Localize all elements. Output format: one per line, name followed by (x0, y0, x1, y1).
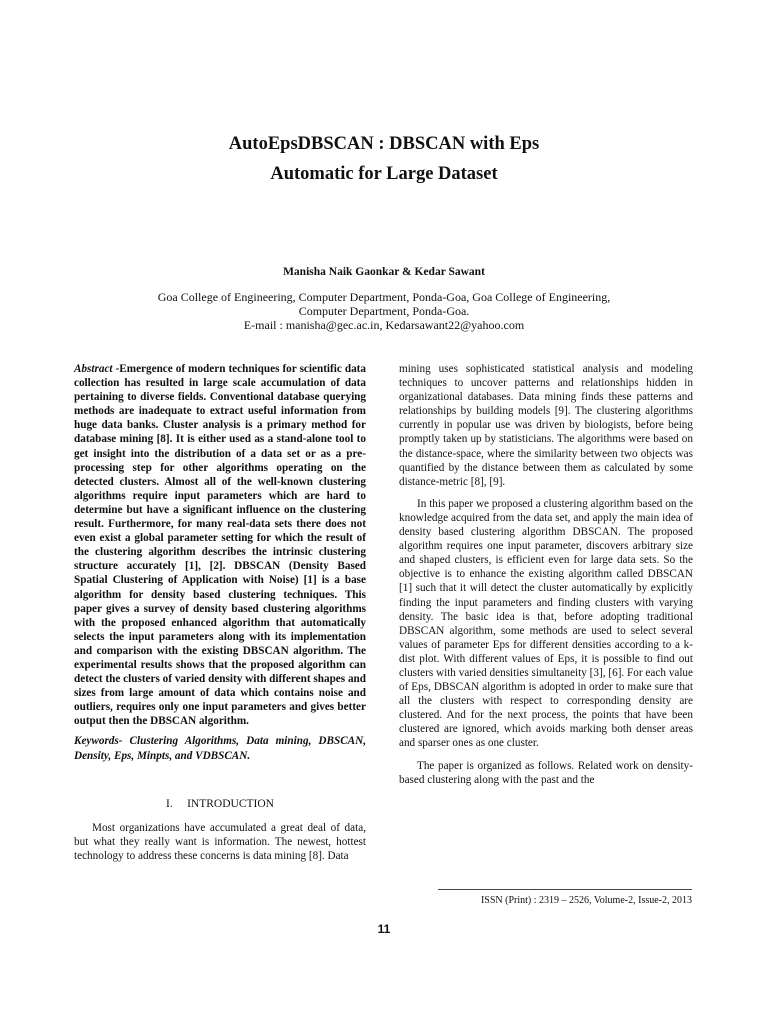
intro-paragraph-1-continued: mining uses sophisticated statistical analysis and modeling techniques to uncover patterns and relationships hidden in organizational databases. Data mining finds these patterns and relationships by building models [9]. The clustering algorithms currently in popular use was driven by biologists, before being promptly taken up by statisticians. The algorithms were based on the distance-space, where the similarity between two objects was quantified by the distance between them as calculated by some distance-metric [8], [9]. (399, 363, 693, 488)
abstract-text: -Emergence of modern techniques for scientific data collection has resulted in large scale accumulation of data pertaining to diverse fields. Conventional database querying methods are inadequate to extract useful information from huge data banks. Cluster analysis is a primary method for database mining [8]. It is either used as a stand-alone tool to get insight into the distribution of a data set or as a pre-processing step for other algorithms operating on the detected clusters. Almost all of the well-known clustering algorithms require input parameters which are hard to determine but have a significant influence on the clustering result. Furthermore, for many real-data sets there does not even exist a global parameter setting for which the result of the clustering algorithm describes the intrinsic clustering structure accurately [1], [2]. DBSCAN (Density Based Spatial Clustering of Application with Noise) [1] is a base algorithm for density based clustering techniques. This paper gives a survey of density based clustering algorithms with the proposed enhanced algorithm that automatically selects the input parameters along with its implementation and comparison with the existing DBSCAN algorithm. The experimental results shows that the proposed algorithm can detect the clusters of varied density with different shapes and sizes from large amount of data which contains noise and outliers, requires only one input parameters and gives better output then the DBSCAN algorithm. (74, 363, 366, 728)
email-line: E-mail : manisha@gec.ac.in, Kedarsawant22@yahoo.com (243, 318, 525, 332)
paper-title-line1: AutoEpsDBSCAN : DBSCAN with Eps (228, 134, 540, 154)
journal-footer: ISSN (Print) : 2319 – 2526, Volume-2, Issue-2, 2013 (480, 895, 692, 906)
right-column (399, 362, 693, 787)
intro-paragraph-2: In this paper we proposed a clustering algorithm based on the knowledge acquired from the data set, and apply the main idea of density based clustering algorithm DBSCAN. The proposed algorithm requires one input parameter, discovers arbitrary size and shaped clusters, is efficient even for large data sets. So the objective is to enhance the existing algorithm called DBSCAN [1] such that it will detect the cluster automatically by explicitly finding the input parameters and finding clusters with varying density. The basic idea is that, before adopting traditional DBSCAN algorithm, some methods are used to select several values of parameter Eps for different densities according to a k-dist plot. With different values of Eps, it is possible to find out clusters with varied densities simultaneity [3], [6]. For each value of Eps, DBSCAN algorithm is adopted in order to make sure that all the clusters with respect to corresponding density are clustered. And for the next process, the points that have been clustered are ignored, which avoids marking both denser areas and sparser ones as one cluster. (399, 497, 693, 750)
authors: Manisha Naik Gaonkar & Kedar Sawant (283, 266, 485, 278)
affiliation-line2: Computer Department, Ponda-Goa. (298, 304, 470, 318)
section-heading-introduction: I. INTRODUCTION (166, 797, 274, 810)
keywords: Keywords- Clustering Algorithms, Data mining, DBSCAN, Density, Eps, Minpts, and VDBSCAN. (74, 735, 366, 762)
intro-paragraph-1: Most organizations have accumulated a great deal of data, but what they really want is information. The newest, hottest technology to address these concerns is data mining [8]. Data (74, 821, 366, 862)
intro-paragraph-3: The paper is organized as follows. Related work on density-based clustering along with the past and the (399, 759, 693, 786)
affiliation-line1: Goa College of Engineering, Computer Department, Ponda-Goa, Goa College of Engineering, (157, 290, 611, 304)
left-column (74, 362, 366, 863)
paper-title-line2: Automatic for Large Dataset (270, 164, 498, 184)
abstract-label: Abstract (74, 363, 113, 375)
footer-rule (438, 889, 692, 890)
page-number: 11 (377, 922, 391, 936)
abstract (74, 362, 366, 728)
